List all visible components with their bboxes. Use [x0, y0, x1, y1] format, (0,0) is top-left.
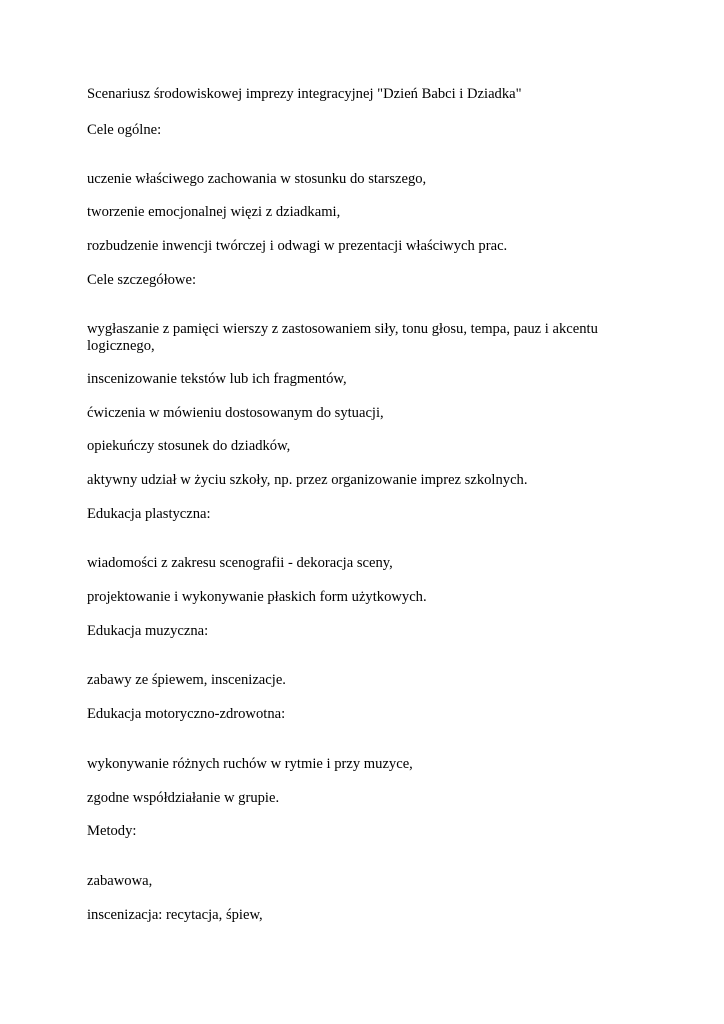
- list-item: ćwiczenia w mówieniu dostosowanym do sytuacji,: [87, 405, 384, 421]
- list-item: uczenie właściwego zachowania w stosunku do starszego,: [87, 171, 427, 187]
- list-item: aktywny udział w życiu szkoły, np. przez organizowanie imprez szkolnych.: [87, 472, 528, 488]
- list-item: zabawowa,: [87, 873, 153, 889]
- list-item: inscenizowanie tekstów lub ich fragmentów,: [87, 371, 347, 387]
- list-item: wykonywanie różnych ruchów w rytmie i przy muzyce,: [87, 756, 413, 772]
- section-heading-metody: Metody:: [87, 823, 137, 839]
- section-heading-cele-ogolne: Cele ogólne:: [87, 122, 162, 138]
- list-item: zabawy ze śpiewem, inscenizacje.: [87, 672, 286, 688]
- list-item: projektowanie i wykonywanie płaskich form użytkowych.: [87, 589, 427, 605]
- section-heading-edukacja-muzyczna: Edukacja muzyczna:: [87, 623, 209, 639]
- section-heading-cele-szczegolowe: Cele szczegółowe:: [87, 272, 196, 288]
- list-item: tworzenie emocjonalnej więzi z dziadkami,: [87, 204, 341, 220]
- list-item: wiadomości z zakresu scenografii - dekoracja sceny,: [87, 555, 393, 571]
- list-item: wygłaszanie z pamięci wierszy z zastosowaniem siły, tonu głosu, tempa, pauz i akcentu logicznego,: [87, 321, 598, 354]
- section-heading-edukacja-motoryczno-zdrowotna: Edukacja motoryczno-zdrowotna:: [87, 706, 286, 722]
- document-title: Scenariusz środowiskowej imprezy integracyjnej "Dzień Babci i Dziadka": [87, 86, 522, 102]
- list-item: rozbudzenie inwencji twórczej i odwagi w prezentacji właściwych prac.: [87, 238, 508, 254]
- list-item: opiekuńczy stosunek do dziadków,: [87, 438, 291, 454]
- list-item: zgodne współdziałanie w grupie.: [87, 790, 280, 806]
- section-heading-edukacja-plastyczna: Edukacja plastyczna:: [87, 506, 211, 522]
- list-item: inscenizacja: recytacja, śpiew,: [87, 907, 263, 923]
